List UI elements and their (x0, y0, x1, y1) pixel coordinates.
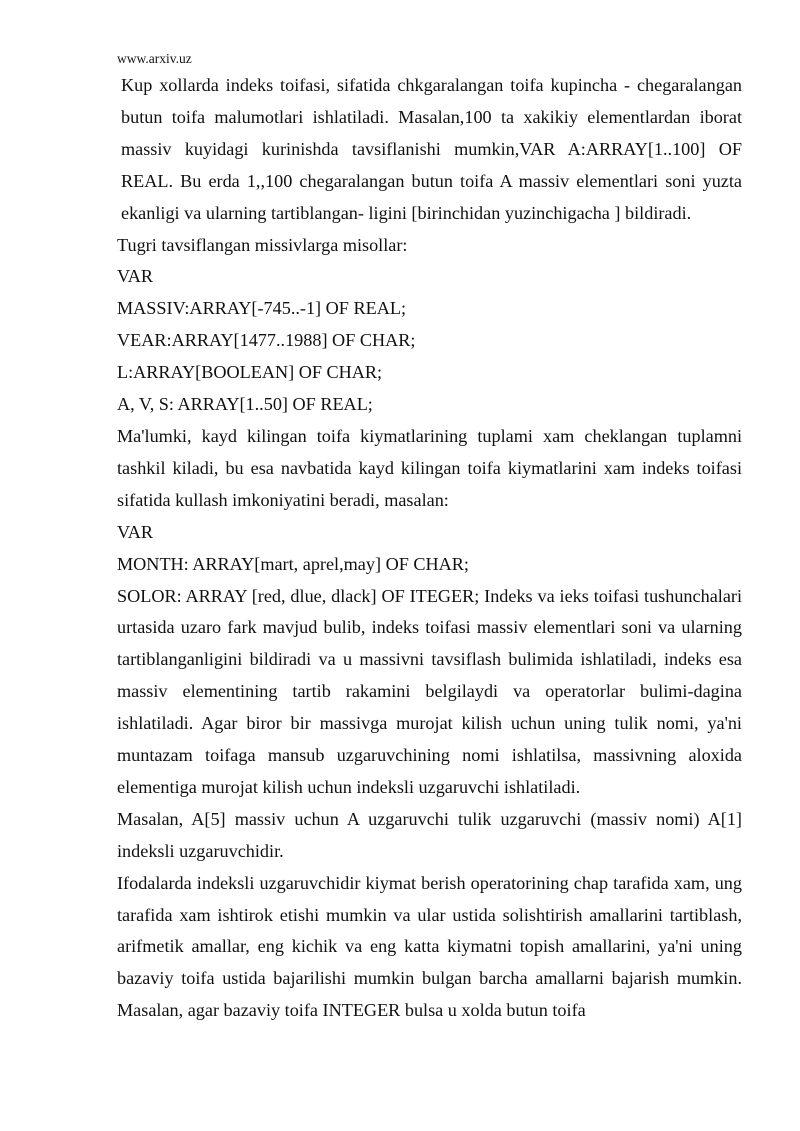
document-body (117, 70, 742, 1027)
page-header-site[interactable]: www.arxiv.uz (117, 51, 192, 66)
paragraph-indexed-variable-usage: Ifodalarda indeksli uzgaruvchidir kiymat berish operatorining chap tarafida xam, ung tarafida xam ishtirok etishi mumkin va ular ustida solishtirish amallarini tartiblash, arifmetik amallar, eng kichik va eng katta kiymatni topish amallarini, ya'ni uning bazaviy toifa ustida bajarilishi mumkin bulgan barcha amallarni bajarish mumkin. Masalan, agar bazaviy toifa INTEGER bulsa u xolda butun toifa (117, 872, 742, 1021)
paragraph-index-vs-index-type: SOLOR: ARRAY [red, dlue, dlack] OF ITEGER; Indeks va ieks toifasi tushunchalari urtasida uzaro fark mavjud bulib, indeks toifasi massiv elementlari soni va ularning tartiblanganligini bildiradi va u massivni tavsiflash bulimida ishlatiladi, indeks esa massiv elementining tartib rakamini belgilaydi va operatorlar bulimi-dagina ishlatiladi. Agar biror bir massivga murojat kilish uchun uning tulik nomi, ya'ni muntazam toifaga mansub uzgaruvchining nomi ishlatilsa, massivning aloxida elementiga murojat kilish uchun indeksli uzgaruvchi ishlatiladi. (117, 585, 742, 797)
paragraph-indexed-variable-example: Masalan, A[5] massiv uchun A uzgaruvchi tulik uzgaruvchi (massiv nomi) A[1] indeksli uzgaruvchidir. (117, 808, 742, 861)
code-line-avs-array: A, V, S: ARRAY[1..50] OF REAL; (117, 394, 373, 415)
code-line-var-2: VAR (117, 521, 154, 542)
paragraph-enumerated-types: Ma'lumki, kayd kilingan toifa kiymatlarining tuplami xam cheklangan tuplamni tashkil kiladi, bu esa navbatida kayd kilingan toifa kiymatlarini xam indeks toifasi sifatida kullash imkoniyatini beradi, masalan: (117, 425, 742, 510)
code-line-l-array: L:ARRAY[BOOLEAN] OF CHAR; (117, 362, 383, 383)
code-line-month: MONTH: ARRAY[mart, aprel,may] OF CHAR; (117, 553, 469, 574)
paragraph-index-type-intro: Kup xollarda indeks toifasi, sifatida chkgaralangan toifa kupincha - chegaralangan butun toifa malumotlari ishlatiladi. Masalan,100 ta xakikiy elementlardan iborat massiv kuyidagi kurinishda tavsiflanishi mumkin,VAR A:ARRAY[1..100] OF REAL. Bu erda 1,,100 chegaralangan butun toifa A massiv elementlari soni yuzta ekanligi va ularning tartiblangan- ligini [birinchidan yuzinchigacha ] bildiradi. (121, 75, 742, 223)
paragraph-examples-heading: Tugri tavsiflangan missivlarga misollar: (117, 234, 408, 255)
code-line-massiv: MASSIV:ARRAY[-745..-1] OF REAL; (117, 298, 406, 319)
code-line-vear: VEAR:ARRAY[1477..1988] OF CHAR; (117, 330, 416, 351)
code-line-var-1: VAR (117, 266, 154, 287)
